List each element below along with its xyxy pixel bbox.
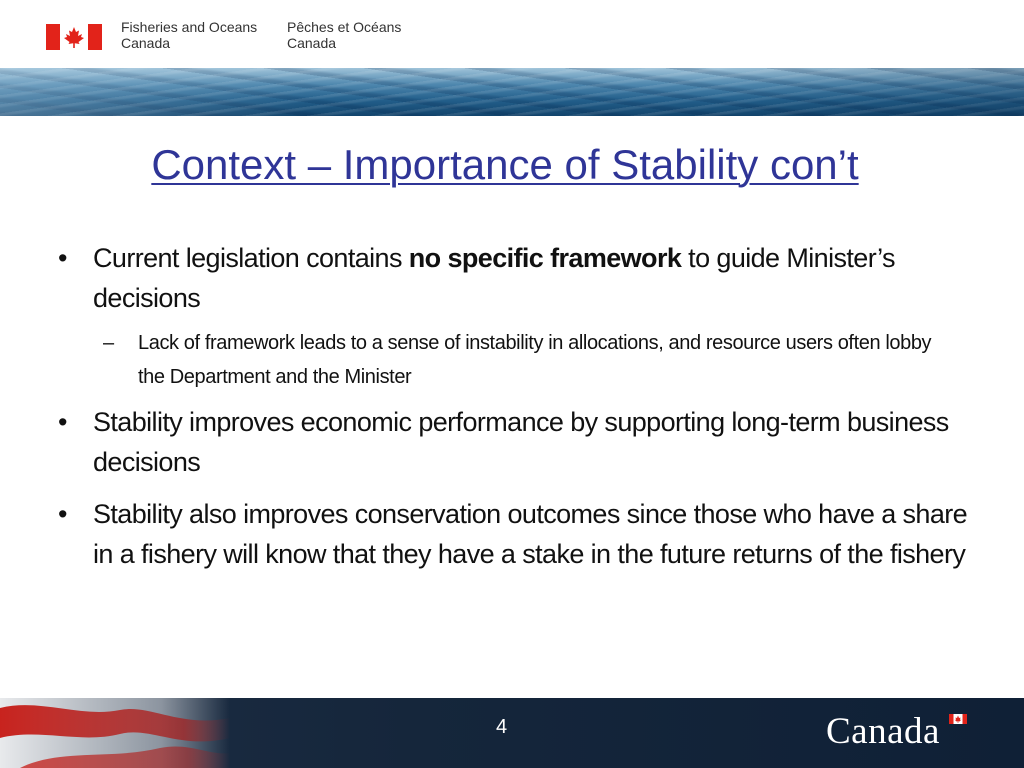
sub-bullet-icon: – xyxy=(103,332,114,354)
sub-bullet-text: Lack of framework leads to a sense of instability in allocations, and resource users often lobby the Department and the Minister xyxy=(138,332,932,388)
bullet-icon: • xyxy=(58,243,67,273)
waving-flag-icon xyxy=(0,698,230,768)
department-country-line-fr: Canada xyxy=(287,35,337,51)
bullet-text xyxy=(93,238,913,318)
canada-wordmark: Canada xyxy=(826,711,940,752)
wordmark-flag-icon xyxy=(949,714,967,724)
bullet-text: Stability improves economic performance by supporting long-term business decisions xyxy=(93,407,949,477)
page-number: 4 xyxy=(496,716,508,738)
department-name-line: Fisheries and Oceans xyxy=(121,19,258,35)
bullet-icon: • xyxy=(58,499,67,529)
bullet-icon: • xyxy=(58,407,67,437)
bullet-text-after: to guide Minister’s decisions xyxy=(93,243,895,313)
department-country-line: Canada xyxy=(121,35,171,51)
bullet-text-bold: no specific framework xyxy=(408,243,682,273)
bullet-text: Stability also improves conservation outcomes since those who have a share in a fishery will know that they have a stake in the future returns of the fishery xyxy=(93,499,968,569)
bullet-text-before: Current legislation contains xyxy=(93,243,409,273)
slide-title-text: Context – Importance of Stability con’t xyxy=(151,141,859,188)
department-name-line-fr: Pêches et Océans xyxy=(287,19,402,35)
